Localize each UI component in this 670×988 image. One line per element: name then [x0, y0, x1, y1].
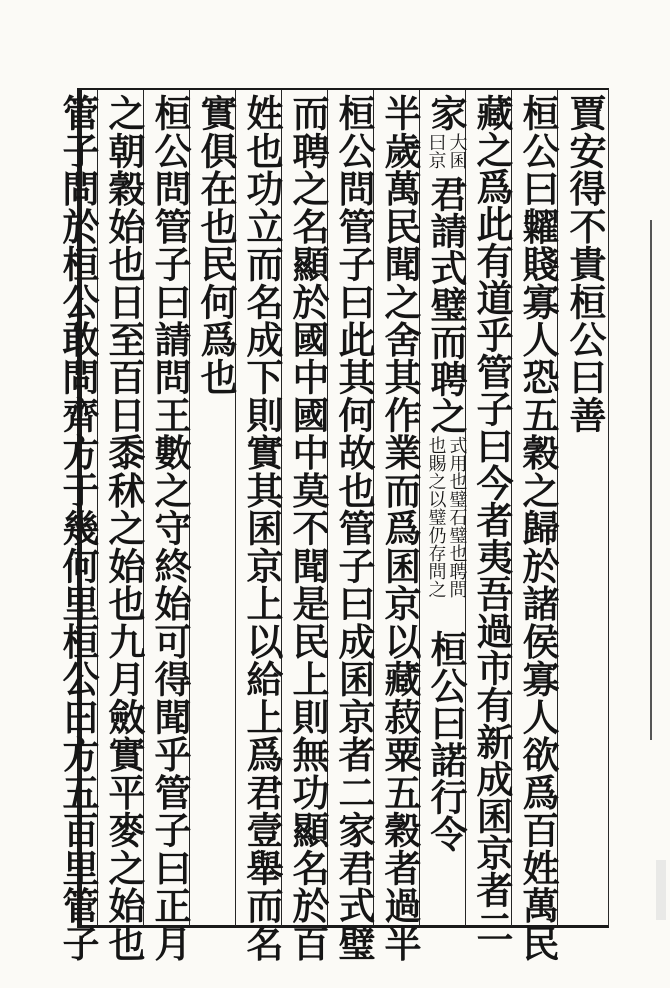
text-column-6: 桓公問管子曰此其何故也管子曰成囷京者二家君式璧 [332, 94, 376, 963]
text-column-9: 實俱在也民何爲也 [194, 94, 238, 396]
text-column-3 [468, 94, 516, 945]
text-column-5: 半歲萬民聞之舍其作業而爲囷京以藏菽粟五穀者過半 [378, 94, 422, 963]
text-column-12: 管子問於桓公敢問齊方于幾何里桓公曰方五百里管子 [56, 94, 100, 963]
annotation-left: 也賜之以璧仍存問之 [425, 436, 447, 598]
text-column-11: 之朝穀始也日至百日黍秫之始也九月斂實平麥之始也 [102, 94, 146, 963]
paper-stain [656, 860, 666, 920]
text-column-10: 桓公問管子曰請問王數之守終始可得聞乎管子曰正月 [148, 94, 192, 963]
text-column-8: 姓也功立而名成下則實其囷京上以給上爲君壹舉而名 [240, 94, 284, 963]
column-3-text: 藏之爲此有道乎管子曰今者夷吾過市有新成囷京者二 [470, 94, 514, 945]
text-column-1: 賈安得不貴桓公曰善 [563, 94, 607, 434]
annotation-right: 大囷 [446, 133, 468, 169]
column-4-head: 家 [424, 94, 468, 131]
interlinear-annotation [422, 436, 470, 628]
text-column-7: 而聘之名顯於國中國中莫不聞是民上則無功顯名於百 [286, 94, 330, 963]
text-column-4 [422, 94, 470, 852]
facing-page-edge [650, 220, 670, 740]
column-4-mid: 君請式璧而聘之 [424, 175, 468, 434]
text-column-2: 桓公曰糶賤寡人恐五穀之歸於諸侯寡人欲爲百姓萬民 [516, 94, 560, 963]
inline-annotation [422, 133, 470, 173]
annotation-left: 曰京 [425, 133, 447, 169]
annotation-right: 式用也璧石璧也聘問 [446, 436, 468, 598]
column-4-tail: 桓公曰諾行令 [424, 630, 468, 852]
